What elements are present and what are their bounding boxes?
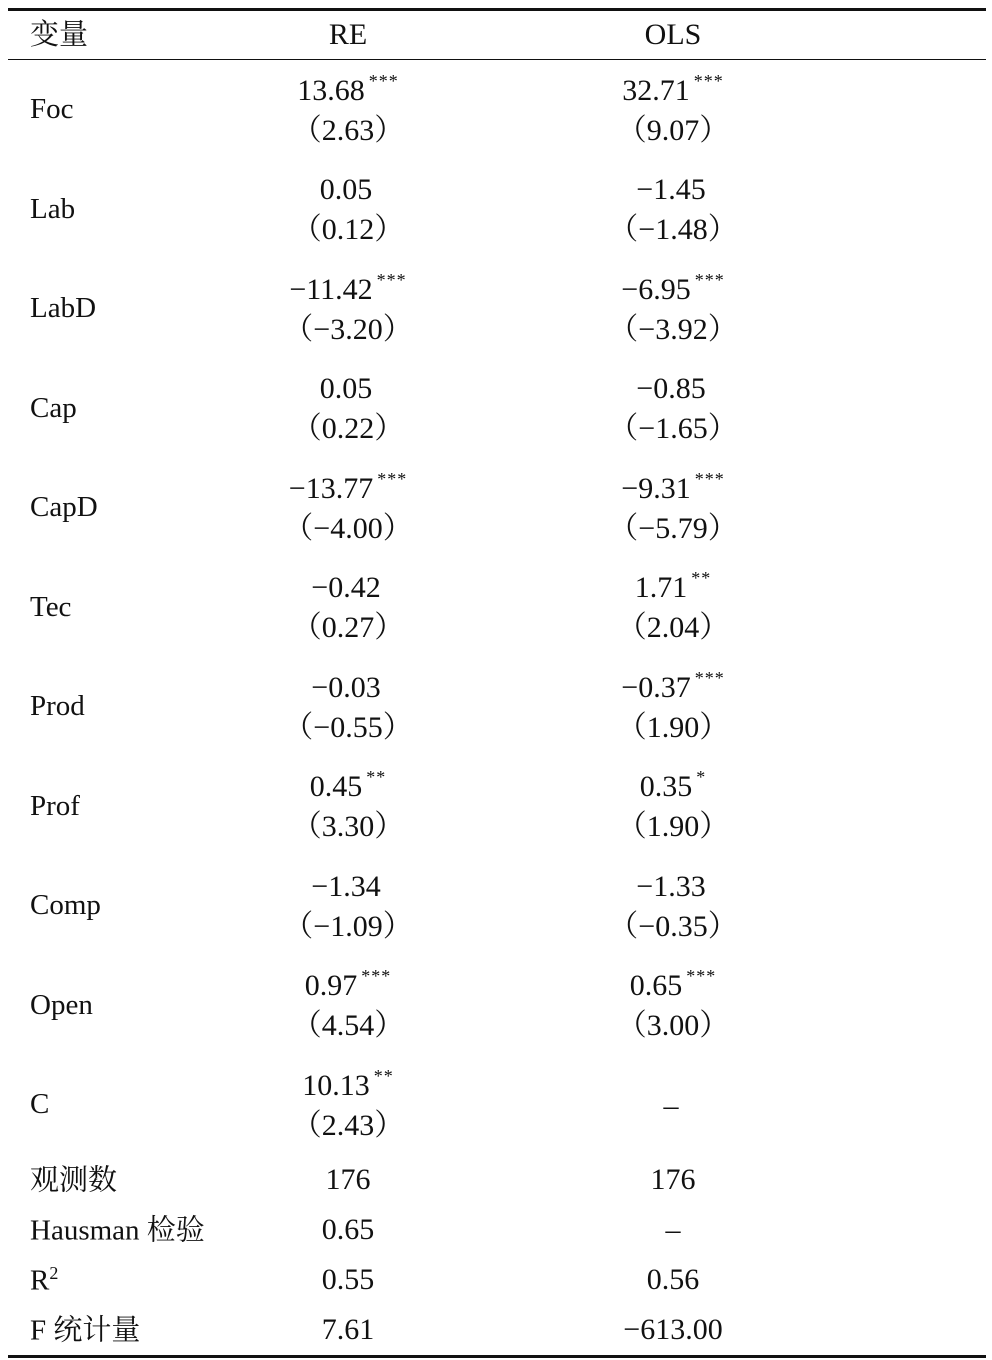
ols-t-statistic: （−3.92） [608,312,738,346]
ols-t-statistic: （−1.48） [608,213,738,247]
stat-row [8,1305,986,1355]
re-cell [168,468,528,545]
header-row [8,11,986,59]
coefficient-value: – [663,1088,679,1122]
coefficient-value: −1.45 [636,173,706,207]
re-coefficient [288,468,408,505]
re-t-statistic: （2.43） [291,1108,405,1142]
significance-stars: *** [377,468,408,489]
re-stat-value: 0.55 [321,1262,375,1296]
ols-coefficient [621,468,725,505]
ols-stat-value: 176 [650,1162,696,1196]
significance-stars: *** [376,269,407,290]
significance-stars: *** [694,667,725,688]
re-coefficient [297,70,399,107]
coefficient-value: −0.37 [621,670,691,704]
coefficient-value: 10.13 [302,1068,370,1102]
significance-stars: ** [366,767,387,788]
re-coefficient [320,372,377,404]
coefficient-value: −0.03 [311,670,381,704]
ols-cell [493,70,853,147]
ols-coefficient [629,966,717,1003]
coefficient-value: 0.65 [629,969,683,1003]
re-t-statistic: （0.22） [291,412,405,446]
row-label: Cap [30,391,77,424]
row-label: Foc [30,93,74,126]
re-cell [168,1065,528,1142]
re-coefficient [320,173,377,205]
row-label: LabD [30,292,97,325]
table-row [8,359,986,459]
ols-coefficient [636,372,709,404]
ols-cell [493,372,853,444]
re-cell [168,870,528,942]
header-ols: OLS [644,18,702,51]
ols-coefficient [639,767,707,804]
table-row [8,259,986,359]
header-variable: 变量 [30,18,89,51]
ols-t-statistic: （1.90） [616,710,730,744]
coefficient-value: 1.71 [634,571,688,605]
re-coefficient [311,671,384,703]
row-label: Prod [30,690,85,723]
re-coefficient [311,571,384,603]
re-t-statistic: （−4.00） [283,511,413,545]
row-label: Comp [30,889,101,922]
stat-label-text: 观测数 [30,1164,118,1197]
row-label: Prof [30,789,80,822]
table-row [8,160,986,260]
significance-stars: *** [694,468,725,489]
header-re: RE [328,18,368,51]
ols-t-statistic: （9.07） [616,113,730,147]
coefficient-value: −6.95 [621,272,691,306]
re-coefficient [289,269,407,306]
coefficient-value: 13.68 [297,73,365,107]
ols-cell [493,667,853,744]
stat-row [8,1255,986,1305]
re-t-statistic: （3.30） [291,810,405,844]
ols-stat-value: −613.00 [623,1312,723,1346]
coefficient-value: −0.42 [311,571,381,605]
re-stat-value: 7.61 [321,1312,375,1346]
row-label: Tec [30,590,72,623]
ols-cell [493,966,853,1043]
re-coefficient [302,1065,394,1102]
ols-coefficient [636,870,709,902]
table-row [8,757,986,857]
re-t-statistic: （0.27） [291,611,405,645]
ols-t-statistic: （−5.79） [608,511,738,545]
bottom-rule [8,1355,986,1358]
ols-coefficient [621,269,725,306]
variable-rows [8,60,986,1155]
re-t-statistic: （−3.20） [283,312,413,346]
stat-row [8,1155,986,1205]
coefficient-value: −0.85 [636,372,706,406]
significance-stars: *** [368,70,399,91]
ols-coefficient [664,1089,683,1121]
coefficient-value: 0.97 [304,969,358,1003]
ols-cell [493,1089,853,1121]
row-label: Lab [30,192,76,225]
ols-cell [493,173,853,245]
re-cell [168,571,528,643]
ols-cell [493,468,853,545]
re-cell [168,173,528,245]
statistic-rows [8,1155,986,1355]
table-row [8,60,986,160]
ols-coefficient [621,667,725,704]
significance-stars: ** [691,568,712,589]
significance-stars: *** [694,269,725,290]
significance-stars: *** [693,70,724,91]
table-row [8,558,986,658]
ols-cell [493,568,853,645]
table-row [8,1055,986,1155]
significance-stars: *** [686,966,717,987]
ols-coefficient [622,70,724,107]
ols-t-statistic: （2.04） [616,611,730,645]
ols-cell [493,767,853,844]
stat-row [8,1205,986,1255]
stat-label-text: R [30,1264,50,1297]
stat-label-text: F 统计量 [30,1314,141,1347]
table-row [8,657,986,757]
re-coefficient [309,767,387,804]
coefficient-value: −11.42 [289,272,373,306]
ols-cell [493,269,853,346]
table-row [8,956,986,1056]
table-row [8,856,986,956]
re-cell [168,767,528,844]
ols-t-statistic: （−0.35） [608,909,738,943]
re-t-statistic: （−0.55） [283,710,413,744]
ols-t-statistic: （1.90） [616,810,730,844]
ols-t-statistic: （3.00） [616,1009,730,1043]
table-row [8,458,986,558]
re-cell [168,966,528,1043]
coefficient-value: 0.05 [319,173,373,207]
ols-cell [493,870,853,942]
stat-label-superscript: 2 [49,1262,59,1283]
ols-coefficient [636,173,709,205]
ols-coefficient [634,568,712,605]
coefficient-value: −9.31 [621,471,691,505]
coefficient-value: −13.77 [288,471,374,505]
stat-label-text: Hausman 检验 [30,1214,205,1247]
re-t-statistic: （−1.09） [283,909,413,943]
regression-table [8,8,986,1358]
row-label: Open [30,988,93,1021]
ols-stat-value: – [665,1212,681,1246]
re-coefficient [304,966,392,1003]
re-cell [168,671,528,743]
row-label: CapD [30,491,98,524]
coefficient-value: 0.05 [319,372,373,406]
re-t-statistic: （0.12） [291,213,405,247]
significance-stars: * [696,767,707,788]
ols-t-statistic: （−1.65） [608,412,738,446]
significance-stars: ** [373,1065,394,1086]
coefficient-value: −1.33 [636,869,706,903]
re-t-statistic: （4.54） [291,1009,405,1043]
re-stat-value: 0.65 [321,1212,375,1246]
re-coefficient [311,870,384,902]
row-label: C [30,1088,50,1121]
coefficient-value: −1.34 [311,869,381,903]
ols-stat-value: 0.56 [646,1262,700,1296]
coefficient-value: 0.35 [639,770,693,804]
re-cell [168,269,528,346]
coefficient-value: 0.45 [309,770,363,804]
re-cell [168,372,528,444]
re-cell [168,70,528,147]
coefficient-value: 32.71 [622,73,690,107]
re-t-statistic: （2.63） [291,113,405,147]
significance-stars: *** [361,966,392,987]
re-stat-value: 176 [325,1162,371,1196]
